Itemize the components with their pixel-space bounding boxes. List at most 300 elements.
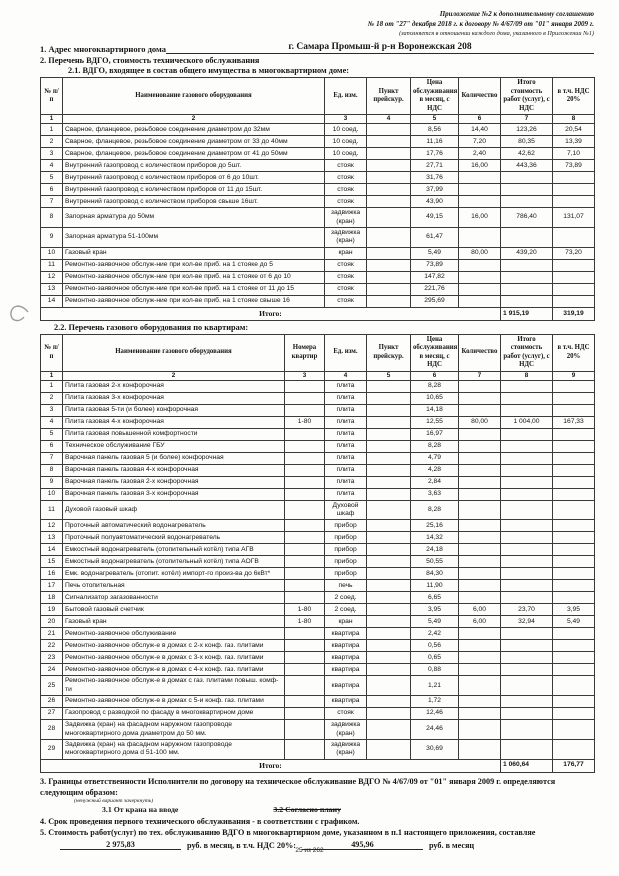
table-cell (459, 696, 501, 708)
table-row (41, 283, 595, 295)
table-cell (501, 227, 553, 247)
table-cell: Духовой газовый шкаф (63, 500, 285, 520)
table-cell (501, 488, 553, 500)
table-cell: 14,18 (411, 404, 459, 416)
table-row (41, 592, 595, 604)
table-cell (501, 283, 553, 295)
table-cell: Ремонтно-заявочное обслуж-е в домах с 5-и конф. газ. плитами (63, 696, 285, 708)
table-cell: 5 (41, 428, 63, 440)
table-cell: Сварное, фланцевое, резьбовое соединение диаметром до 32мм (63, 124, 325, 136)
table-cell (459, 568, 501, 580)
table-cell: Газовый кран (63, 616, 285, 628)
table-row (41, 464, 595, 476)
table-cell: плита (325, 428, 367, 440)
table-cell (501, 196, 553, 208)
table-cell (459, 664, 501, 676)
table-cell (285, 440, 325, 452)
page-number: 25 из 262 (295, 847, 324, 854)
table-cell: 6 (41, 440, 63, 452)
table-row (41, 676, 595, 696)
column-number: 3 (325, 115, 367, 124)
table-cell: 11 (41, 259, 63, 271)
table-cell: 18 (41, 592, 63, 604)
table-cell (367, 556, 411, 568)
table-cell (459, 428, 501, 440)
header-note-line3: (заполняется в отношении каждого дома, указанного в Приложении №1) (399, 29, 594, 37)
total-value: 1 915,19 (501, 307, 553, 320)
table-cell (367, 227, 411, 247)
table-cell (501, 295, 553, 307)
table-row (41, 392, 595, 404)
table-cell: квартира (325, 652, 367, 664)
table-cell: 6 (41, 184, 63, 196)
table-cell: 28 (41, 720, 63, 740)
table-cell (285, 488, 325, 500)
table-cell (553, 580, 595, 592)
table-cell: 14,32 (411, 532, 459, 544)
table-cell (285, 544, 325, 556)
table-cell (367, 520, 411, 532)
table-row (41, 196, 595, 208)
table-cell: кран (325, 616, 367, 628)
table-cell: 1,72 (411, 696, 459, 708)
table-cell (553, 640, 595, 652)
table-cell (553, 500, 595, 520)
total-label: Итого: (41, 307, 501, 320)
table-cell: 23 (41, 652, 63, 664)
table-cell (501, 580, 553, 592)
table-cell (459, 172, 501, 184)
table-cell (553, 476, 595, 488)
table-cell (553, 227, 595, 247)
table-cell (367, 271, 411, 283)
table-cell: 84,30 (411, 568, 459, 580)
table-cell: 6,65 (411, 592, 459, 604)
table-cell: 8,56 (411, 124, 459, 136)
table-cell (285, 708, 325, 720)
section3-option-31: 3.1 От крана на вводе (102, 804, 179, 814)
column-header: Цена обслуживания в месяц, с НДС (411, 334, 459, 371)
table-cell (501, 640, 553, 652)
table-cell: 11,16 (411, 136, 459, 148)
table-row (41, 568, 595, 580)
table-cell (367, 568, 411, 580)
table-cell (367, 616, 411, 628)
table-cell: 80,00 (459, 416, 501, 428)
table-cell: Ремонтно-заявочное обслуж-е в домах с 4-х конф. газ. плитами (63, 664, 285, 676)
table-cell (367, 500, 411, 520)
table-cell: 5 (41, 172, 63, 184)
column-number: 2 (63, 115, 325, 124)
table-cell: 17 (41, 580, 63, 592)
table-cell (459, 464, 501, 476)
table-cell (553, 380, 595, 392)
table-cell: 443,36 (501, 160, 553, 172)
table-cell: 80,00 (459, 247, 501, 259)
header-note (40, 10, 594, 38)
table-cell: 2 (41, 392, 63, 404)
column-header: Итого стоимость работ (услуг), с НДС (501, 78, 553, 115)
table-cell (553, 568, 595, 580)
table-cell: 5,49 (553, 616, 595, 628)
table-cell: 6,00 (459, 616, 501, 628)
table-cell (367, 380, 411, 392)
table-cell: 10 соед. (325, 148, 367, 160)
table-cell: задвижка (кран) (325, 739, 367, 759)
table-cell: плита (325, 392, 367, 404)
table-row (41, 616, 595, 628)
table-cell (459, 271, 501, 283)
table-cell: 1 (41, 124, 63, 136)
table-cell (553, 271, 595, 283)
table-row (41, 136, 595, 148)
table-cell (459, 556, 501, 568)
table-cell (285, 739, 325, 759)
table-row (41, 208, 595, 228)
table-cell: 24 (41, 664, 63, 676)
column-header: Итого стоимость работ (услуг), с НДС (501, 334, 553, 371)
table-cell: 12,55 (411, 416, 459, 428)
table-cell: плита (325, 476, 367, 488)
table-cell (553, 488, 595, 500)
table-cell: печь (325, 580, 367, 592)
table-cell: 3 (41, 404, 63, 416)
table-cell (459, 544, 501, 556)
table-cell (367, 416, 411, 428)
table-cell: 16 (41, 568, 63, 580)
table-row (41, 500, 595, 520)
column-number: 5 (411, 115, 459, 124)
table-cell: 0,65 (411, 652, 459, 664)
table-cell: 147,82 (411, 271, 459, 283)
table-cell: 439,20 (501, 247, 553, 259)
column-header: Наименование газового оборудования (63, 78, 325, 115)
pen-mark (6, 300, 32, 334)
table-cell (501, 739, 553, 759)
table-cell (553, 520, 595, 532)
table-cell (367, 544, 411, 556)
table-cell: 9 (41, 476, 63, 488)
table-cell (553, 739, 595, 759)
table-cell: 10,65 (411, 392, 459, 404)
table-cell (367, 440, 411, 452)
table-cell: Варочная панель газовая 3-х конфорочная (63, 488, 285, 500)
column-header: Количество (459, 334, 501, 371)
table-cell: 80,35 (501, 136, 553, 148)
table-cell: 31,76 (411, 172, 459, 184)
table-cell: 5,49 (411, 616, 459, 628)
table-cell: 4 (41, 160, 63, 172)
column-number: 7 (459, 371, 501, 380)
table-cell: Ремонтно-заявочное обслуж-ние при кол-ве приб. на 1 стояке от 11 до 15 (63, 283, 325, 295)
table-cell (367, 196, 411, 208)
table-cell (367, 720, 411, 740)
table-cell (285, 500, 325, 520)
table-cell (501, 380, 553, 392)
table-cell: прибор (325, 532, 367, 544)
table-cell: 19 (41, 604, 63, 616)
table-cell (501, 440, 553, 452)
table-cell: 7,10 (553, 148, 595, 160)
total-value: 319,19 (553, 307, 595, 320)
table-cell (459, 739, 501, 759)
table-cell (459, 392, 501, 404)
table-cell (367, 532, 411, 544)
table-cell: 2,42 (411, 628, 459, 640)
table-cell: 1 (41, 380, 63, 392)
table-cell: стояк (325, 259, 367, 271)
table-cell: плита (325, 488, 367, 500)
table-cell (459, 628, 501, 640)
total-value: 176,77 (553, 759, 595, 772)
table-row (41, 428, 595, 440)
table-cell (553, 544, 595, 556)
table-row (41, 544, 595, 556)
column-header: в т.ч. НДС 20% (553, 78, 595, 115)
table-cell (459, 184, 501, 196)
table-cell: Внутренний газопровод с количеством приборов от 11 до 15шт. (63, 184, 325, 196)
table-cell: 14,40 (459, 124, 501, 136)
table-cell: Сигнализатор загазованности (63, 592, 285, 604)
table-cell (501, 628, 553, 640)
table-cell: 10 (41, 488, 63, 500)
table-cell: стояк (325, 196, 367, 208)
table-cell: 16,00 (459, 160, 501, 172)
table-cell: квартира (325, 664, 367, 676)
column-header: № п/п (41, 334, 63, 371)
table-cell: стояк (325, 184, 367, 196)
table-cell: 13 (41, 532, 63, 544)
table-cell: 37,99 (411, 184, 459, 196)
column-header: Цена обслуживания в месяц, с НДС (411, 78, 459, 115)
table-row (41, 628, 595, 640)
column-number: 4 (367, 115, 411, 124)
column-number: 3 (285, 371, 325, 380)
table-cell (501, 676, 553, 696)
table-cell: 10 (41, 247, 63, 259)
table-cell (459, 640, 501, 652)
table-cell: Варочная панель газовая 5 (и более) конфорочная (63, 452, 285, 464)
table-row (41, 720, 595, 740)
table-cell: 0,56 (411, 640, 459, 652)
table-cell (459, 476, 501, 488)
total-value: 1 060,64 (501, 759, 553, 772)
table-cell (285, 404, 325, 416)
table-cell (501, 271, 553, 283)
table-cell: Газопровод с разводкой по фасаду в многоквартирном доме (63, 708, 285, 720)
table-cell (367, 488, 411, 500)
table-row (41, 532, 595, 544)
table-cell: 16,97 (411, 428, 459, 440)
table-cell (285, 580, 325, 592)
table-cell: 7,20 (459, 136, 501, 148)
table-cell: 29 (41, 739, 63, 759)
table-cell: 3,95 (553, 604, 595, 616)
table-cell: 27,71 (411, 160, 459, 172)
table-cell: Духовой шкаф (325, 500, 367, 520)
table-cell (285, 476, 325, 488)
column-header: Номера квартир (285, 334, 325, 371)
table-cell (285, 676, 325, 696)
table-row (41, 476, 595, 488)
table-cell (459, 380, 501, 392)
table-cell: 25,16 (411, 520, 459, 532)
table-cell: стояк (325, 283, 367, 295)
table-cell (367, 628, 411, 640)
column-number: 2 (63, 371, 285, 380)
column-number: 9 (553, 371, 595, 380)
table-cell (553, 172, 595, 184)
table-cell: 8,28 (411, 440, 459, 452)
table-cell: 13,39 (553, 136, 595, 148)
table-cell: кран (325, 247, 367, 259)
table-cell: прибор (325, 520, 367, 532)
table-cell (367, 476, 411, 488)
table-cell (285, 452, 325, 464)
table-cell (367, 148, 411, 160)
table-cell: 2 соед. (325, 592, 367, 604)
table-cell: плита (325, 464, 367, 476)
table-cell (501, 500, 553, 520)
table-cell (501, 720, 553, 740)
table-cell (285, 464, 325, 476)
table-cell (553, 184, 595, 196)
table-cell (553, 532, 595, 544)
table-cell (501, 428, 553, 440)
table-cell (553, 196, 595, 208)
table-cell: 32,94 (501, 616, 553, 628)
table-cell (285, 720, 325, 740)
table-cell: 24,18 (411, 544, 459, 556)
table-cell: Ремонтно-заявочное обслуж-е в домах с газ. плитами повыш. комф-ти (63, 676, 285, 696)
table-cell (367, 739, 411, 759)
table-row (41, 452, 595, 464)
section22-title: 2.2. Перечень газового оборудования по квартирам: (54, 322, 249, 332)
table-row (41, 271, 595, 283)
table-cell: квартира (325, 696, 367, 708)
table-cell: 3 (41, 148, 63, 160)
table-cell: Плита газовая 4-х конфорочная (63, 416, 285, 428)
table-cell: 11 (41, 500, 63, 520)
table-cell: задвижка (кран) (325, 720, 367, 740)
table-cell: 25 (41, 676, 63, 696)
table-cell: Сварное, фланцевое, резьбовое соединение диаметром от 41 до 50мм (63, 148, 325, 160)
table-cell: 61,47 (411, 227, 459, 247)
table-cell (501, 708, 553, 720)
table-row (41, 172, 595, 184)
table-cell (367, 676, 411, 696)
table-cell: Проточный полуавтоматический водонагреватель (63, 532, 285, 544)
column-header: Количество (459, 78, 501, 115)
table-row (41, 160, 595, 172)
table-cell: 2 (41, 136, 63, 148)
table-cell: Варочная панель газовая 2-х конфорочная (63, 476, 285, 488)
table-cell: 8 (41, 464, 63, 476)
table-cell (285, 664, 325, 676)
table-cell: прибор (325, 556, 367, 568)
table-cell: 1-80 (285, 604, 325, 616)
table-cell (459, 488, 501, 500)
table-cell (553, 464, 595, 476)
table-cell: 16,00 (459, 208, 501, 228)
table-row (41, 259, 595, 271)
table-cell: Внутренний газопровод с количеством приборов свыше 16шт. (63, 196, 325, 208)
table-cell (501, 452, 553, 464)
table-cell: Сварное, фланцевое, резьбовое соединение диаметром от 33 до 40мм (63, 136, 325, 148)
table-cell: 131,07 (553, 208, 595, 228)
table-cell (367, 708, 411, 720)
table-cell (367, 283, 411, 295)
table-cell: 14 (41, 295, 63, 307)
table-cell: стояк (325, 708, 367, 720)
table-cell: 24,46 (411, 720, 459, 740)
table-cell: 7 (41, 452, 63, 464)
table-cell (459, 295, 501, 307)
table-cell: стояк (325, 160, 367, 172)
table-cell: 73,89 (411, 259, 459, 271)
table-cell (367, 184, 411, 196)
table-cell (367, 259, 411, 271)
table-row (41, 739, 595, 759)
table-cell: Ремонтно-заявочное обслуж-е в домах с 3-х конф. газ. плитами (63, 652, 285, 664)
table-cell: 3,95 (411, 604, 459, 616)
table-row (41, 520, 595, 532)
table-cell: 221,76 (411, 283, 459, 295)
table-row (41, 124, 595, 136)
table-cell: стояк (325, 172, 367, 184)
table-cell: Запорная арматура 51-100мм (63, 227, 325, 247)
table-cell (367, 428, 411, 440)
table-cell (459, 196, 501, 208)
table-cell: Внутренний газопровод с количеством приборов от 6 до 10шт. (63, 172, 325, 184)
table-cell: 786,40 (501, 208, 553, 228)
total-label: Итого: (41, 759, 501, 772)
total-row (41, 307, 595, 320)
table-cell: Плита газовая 2-х конфорочная (63, 380, 285, 392)
table-cell (501, 696, 553, 708)
table-cell: 4 (41, 416, 63, 428)
column-number: 7 (501, 115, 553, 124)
table-cell: Плита газовая повышенной комфортности (63, 428, 285, 440)
section2-title: 2. Перечень ВДГО, стоимость технического обслуживания (40, 56, 260, 66)
column-header: Пункт прейскур. (367, 334, 411, 371)
table-cell (553, 676, 595, 696)
table-cell (501, 556, 553, 568)
table-cell (367, 580, 411, 592)
table-row (41, 604, 595, 616)
table-cell: 17,76 (411, 148, 459, 160)
table-cell: Емк. водонагреватель (отопит. котёл) импорт-го произ-ва до 6кВт* (63, 568, 285, 580)
table-cell: Задвижка (кран) на фасадном наружном газопроводе многоквартирного дома d 51-100 мм. (63, 739, 285, 759)
table-cell: 26 (41, 696, 63, 708)
table-cell (367, 172, 411, 184)
table-row (41, 708, 595, 720)
table-cell: Ремонтно-заявочное обслуж-ние при кол-ве приб. на 1 стояке свыше 16 (63, 295, 325, 307)
table-cell: 12 (41, 271, 63, 283)
table-cell: прибор (325, 568, 367, 580)
table-cell: 73,89 (553, 160, 595, 172)
table-cell (285, 568, 325, 580)
header-note-line2: № 18 от "27" декабря 2018 г. к договору № 4/67/09 от "01" января 2009 г. (367, 19, 594, 28)
table-cell (553, 259, 595, 271)
table-cell: 1-80 (285, 616, 325, 628)
table-cell: прибор (325, 544, 367, 556)
table-cell (459, 652, 501, 664)
table-cell: 14 (41, 544, 63, 556)
table-cell: 12 (41, 520, 63, 532)
column-header: № п/п (41, 78, 63, 115)
table-cell (459, 283, 501, 295)
